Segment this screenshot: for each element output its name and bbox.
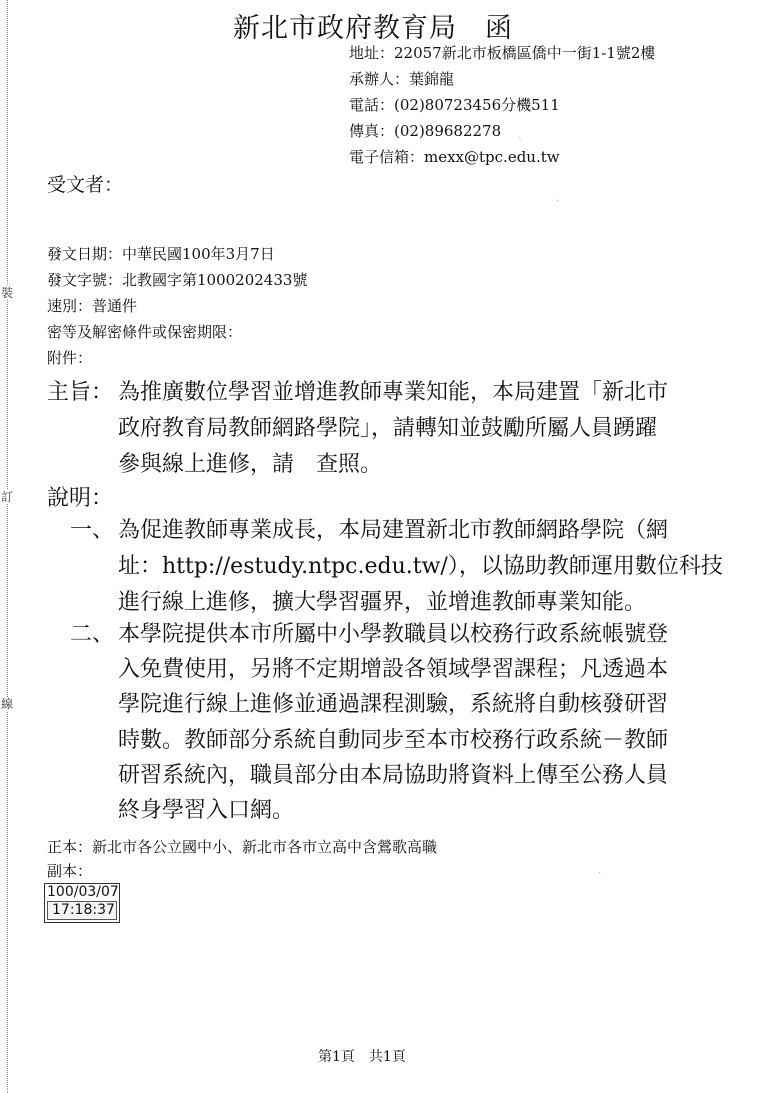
carbon-copy: 副本：	[47, 862, 93, 880]
document-number: 發文字號：北教國字第1000202433號	[47, 271, 308, 289]
recipient-label: 受文者：	[47, 174, 124, 196]
item-line: 本學院提供本市所屬中小學教職員以校務行政系統帳號登	[118, 622, 669, 647]
binding-mark-xian: 線	[0, 697, 13, 711]
item-line: 終身學習入口網。	[118, 798, 295, 823]
item-line: 為促進教師專業成長，本局建置新北市教師網路學院（網	[118, 518, 669, 543]
item-line: 進行線上進修，擴大學習疆界，並增進教師專業知能。	[118, 590, 647, 615]
subject-label: 主旨：	[47, 380, 114, 405]
handler: 承辦人：葉錦龍	[349, 70, 455, 88]
explanation-label: 說明：	[47, 486, 114, 511]
item-line: 時數。教師部分系統自動同步至本市校務行政系統－教師	[118, 728, 669, 753]
delivery-speed: 速別：普通件	[47, 297, 138, 315]
scan-speck: ⋅	[598, 868, 602, 879]
main-recipients: 正本：新北市各公立國中小、新北市各市立高中含鶯歌高職	[47, 838, 438, 856]
item-line: 研習系統內，職員部分由本局協助將資料上傳至公務人員	[118, 763, 669, 788]
item-line: 學院進行線上進修並通過課程測驗，系統將自動核發研習	[118, 692, 669, 717]
item-line: 址：http://estudy.ntpc.edu.tw/），以協助教師運用數位科技	[118, 554, 723, 579]
item-number: 二、	[70, 622, 115, 647]
issue-date: 發文日期：中華民國100年3月7日	[47, 245, 275, 263]
page-number: 第1頁 共1頁	[318, 1049, 406, 1065]
subject-line: 參與線上進修，請 查照。	[118, 452, 383, 477]
scan-speck: `	[518, 138, 523, 149]
binding-margin-line	[7, 0, 8, 1093]
address: 地址：22057新北市板橋區僑中一街1-1號2樓	[349, 44, 656, 62]
secrecy-level: 密等及解密條件或保密期限：	[47, 323, 243, 341]
phone: 電話：(02)80723456分機511	[349, 96, 560, 114]
binding-mark-zhuang: 裝	[0, 286, 13, 300]
binding-mark-ding: 訂	[0, 490, 13, 504]
stamp-time: 17:18:37	[47, 901, 117, 920]
subject-line: 為推廣數位學習並增進教師專業知能，本局建置「新北市	[118, 380, 669, 405]
document-title: 新北市政府教育局 函	[233, 13, 513, 44]
timestamp-stamp	[44, 883, 120, 923]
scan-speck: ·	[556, 196, 560, 207]
attachments: 附件：	[47, 349, 93, 367]
email: 電子信箱：mexx@tpc.edu.tw	[349, 148, 560, 166]
stamp-date: 100/03/07	[47, 884, 119, 900]
fax: 傳真：(02)89682278	[349, 122, 502, 140]
subject-line: 政府教育局教師網路學院」，請轉知並鼓勵所屬人員踴躍	[118, 416, 658, 441]
item-line: 入免費使用，另將不定期增設各領域學習課程；凡透過本	[118, 657, 669, 682]
item-number: 一、	[70, 518, 115, 543]
